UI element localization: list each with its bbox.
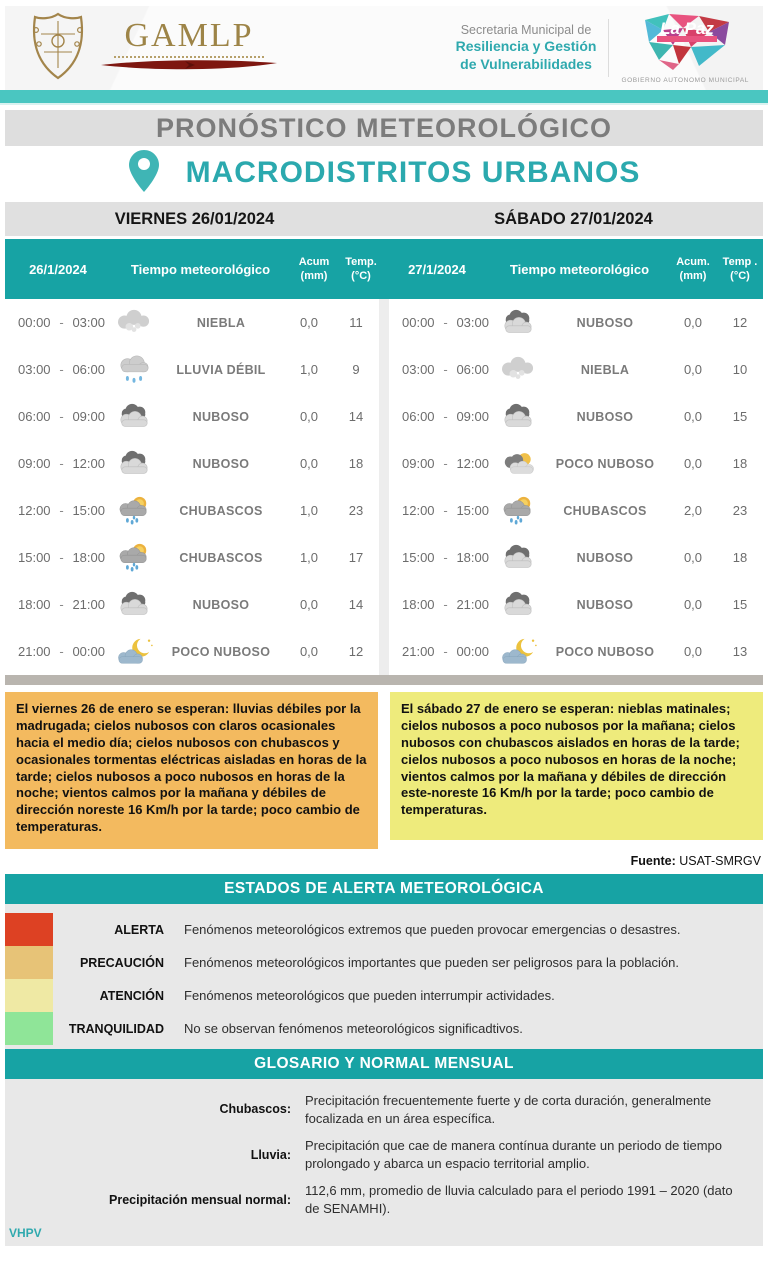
secretaria-line3: de Vulnerabilidades [460, 55, 592, 72]
temp-value: 9 [352, 362, 360, 377]
forecast-table-header [5, 239, 763, 299]
lapaz-caption: GOBIERNO AUTONOMO MUNICIPAL [621, 77, 749, 84]
condition-label: POCO NUBOSO [555, 644, 655, 659]
forecast-row [5, 628, 379, 675]
date-bands [5, 202, 763, 236]
column-acum: Acum (mm) [298, 255, 330, 282]
alert-color-swatch [5, 1012, 53, 1045]
acum-value: 0,0 [683, 550, 703, 565]
time-range: 12:00 - 15:00 [402, 503, 489, 518]
location-pin-icon [128, 149, 160, 198]
condition-label: NUBOSO [576, 409, 634, 424]
condition-label: CHUBASCOS [179, 503, 263, 518]
time-range: 06:00 - 09:00 [402, 409, 489, 424]
glossary-title: GLOSARIO Y NORMAL MENSUAL [254, 1055, 514, 1072]
cloudy-icon [495, 307, 541, 339]
alert-label: ALERTA [114, 922, 164, 937]
forecast-row [389, 299, 763, 346]
cloudy-icon [111, 448, 157, 480]
temp-value: 14 [348, 409, 364, 424]
time-range: 12:00 - 15:00 [18, 503, 105, 518]
condition-label: LLUVIA DÉBIL [176, 362, 266, 377]
subtitle-row [5, 146, 763, 200]
forecast-row [5, 440, 379, 487]
forecast-row [389, 346, 763, 393]
gamlp-ribbon-icon [99, 58, 279, 77]
forecast-row [5, 299, 379, 346]
time-range: 15:00 - 18:00 [18, 550, 105, 565]
glossary-definition: 112,6 mm, promedio de lluvia calculado para el periodo 1991 – 2020 (dato de SENAMHI). [305, 1183, 733, 1216]
partly-cloudy-day-icon [495, 448, 541, 480]
acum-value: 0,0 [299, 409, 319, 424]
page-subtitle: MACRODISTRITOS URBANOS [185, 156, 641, 189]
column-date: 27/1/2024 [408, 261, 466, 277]
forecast-row [389, 487, 763, 534]
cloudy-icon [111, 401, 157, 433]
alert-row [5, 979, 763, 1012]
forecast-row [389, 581, 763, 628]
alert-description: Fenómenos meteorológicos importantes que pueden ser peligrosos para la población. [184, 955, 680, 970]
right-brand-block [456, 12, 749, 84]
alert-row [5, 946, 763, 979]
column-temp: Temp. (°C) [345, 255, 377, 282]
gamlp-wordmark [99, 19, 279, 77]
partly-cloudy-night-icon [495, 636, 541, 668]
condition-label: POCO NUBOSO [555, 456, 655, 471]
table-center-divider [379, 299, 389, 675]
temp-value: 12 [732, 315, 748, 330]
forecast-row [389, 393, 763, 440]
temp-value: 17 [348, 550, 364, 565]
alert-row [5, 913, 763, 946]
forecast-table-saturday [389, 299, 763, 675]
glossary-term: Chubascos: [219, 1102, 291, 1117]
page-title: PRONÓSTICO METEOROLÓGICO [155, 112, 612, 143]
gamlp-logo [27, 10, 279, 87]
time-range: 09:00 - 12:00 [402, 456, 489, 471]
alert-color-swatch [5, 913, 53, 946]
forecast-row [389, 440, 763, 487]
glossary-term: Lluvia: [250, 1147, 291, 1162]
acum-value: 0,0 [299, 597, 319, 612]
time-range: 06:00 - 09:00 [18, 409, 105, 424]
brand-divider [608, 19, 609, 77]
condition-label: CHUBASCOS [563, 503, 647, 518]
forecast-tables [5, 299, 763, 675]
column-tiempo: Tiempo meteorológico [130, 261, 271, 277]
cloudy-icon [111, 589, 157, 621]
column-acum: Acum. (mm) [676, 255, 710, 282]
fog-icon [111, 307, 157, 339]
condition-label: NUBOSO [192, 456, 250, 471]
condition-label: POCO NUBOSO [171, 644, 271, 659]
svg-text:La Paz: La Paz [660, 19, 715, 38]
acum-value: 1,0 [299, 550, 319, 565]
forecast-table-friday [5, 299, 379, 675]
acum-value: 0,0 [683, 456, 703, 471]
glossary-list [5, 1079, 763, 1246]
time-range: 03:00 - 06:00 [18, 362, 105, 377]
time-range: 21:00 - 00:00 [18, 644, 105, 659]
acum-value: 2,0 [683, 503, 703, 518]
friday-summary: El viernes 26 de enero se esperan: lluvias débiles por la madrugada; cielos nubosos con claros ocasionales hacia el medio día; cielos nubosos con chubascos y ocasionales tormentas eléctricas aisladas en horas de la tarde; cielos nubosos a poco nubosos en horas de la noche; vientos calmos por la mañana y débiles de dirección noreste 16 Km/h por la tarde; poco cambio de temperaturas. [5, 692, 378, 849]
source-value: USAT-SMRGV [679, 854, 761, 868]
alert-color-swatch [5, 979, 53, 1012]
acum-value: 0,0 [299, 315, 319, 330]
gamlp-acronym: GAMLP [124, 17, 254, 54]
alert-label: TRANQUILIDAD [68, 1021, 164, 1036]
acum-value: 0,0 [683, 362, 703, 377]
temp-value: 15 [732, 409, 748, 424]
alert-label: PRECAUCIÓN [79, 955, 164, 970]
alerts-list [5, 904, 763, 1049]
temp-value: 13 [732, 644, 748, 659]
daily-summaries [5, 692, 763, 849]
showers-icon [495, 495, 541, 527]
secretaria-line2: Resiliencia y Gestión [455, 38, 597, 55]
alert-label: ATENCIÓN [99, 988, 164, 1003]
saturday-header-row [384, 239, 763, 299]
partly-cloudy-night-icon [111, 636, 157, 668]
forecast-row [5, 487, 379, 534]
temp-value: 18 [732, 456, 748, 471]
cloudy-icon [495, 589, 541, 621]
condition-label: NUBOSO [576, 597, 634, 612]
time-range: 18:00 - 21:00 [18, 597, 105, 612]
temp-value: 14 [348, 597, 364, 612]
rain-icon [111, 354, 157, 386]
table-bottom-strip [5, 675, 763, 685]
alert-description: Fenómenos meteorológicos extremos que pueden provocar emergencias o desastres. [184, 922, 681, 937]
temp-value: 23 [348, 503, 364, 518]
glossary-definition: Precipitación que cae de manera contínua durante un periodo de tiempo prolongado y abarca un espacio territorial amplio. [305, 1138, 723, 1171]
time-range: 15:00 - 18:00 [402, 550, 489, 565]
alert-color-swatch [5, 946, 53, 979]
source-line [7, 854, 761, 868]
condition-label: CHUBASCOS [179, 550, 263, 565]
friday-header-row [5, 239, 384, 299]
gamlp-crest-icon [27, 10, 89, 87]
alert-description: No se observan fenómenos meteorológicos significadtivos. [184, 1021, 523, 1036]
glossary-section-band [5, 1049, 763, 1079]
showers-icon [111, 495, 157, 527]
alert-row [5, 1012, 763, 1045]
author-initials: VHPV [9, 1226, 42, 1241]
acum-value: 0,0 [683, 409, 703, 424]
glossary-row [5, 1087, 763, 1132]
temp-value: 12 [348, 644, 364, 659]
alerts-section-band [5, 874, 763, 904]
glossary-row [5, 1177, 763, 1222]
source-label: Fuente: [630, 854, 676, 868]
condition-label: NIEBLA [196, 315, 246, 330]
saturday-date-band: SÁBADO 27/01/2024 [494, 209, 653, 228]
forecast-row [389, 534, 763, 581]
cloudy-icon [495, 401, 541, 433]
time-range: 00:00 - 03:00 [18, 315, 105, 330]
condition-label: NUBOSO [192, 409, 250, 424]
temp-value: 23 [732, 503, 748, 518]
condition-label: NUBOSO [192, 597, 250, 612]
secretaria-text [456, 23, 597, 74]
forecast-row [389, 628, 763, 675]
lapaz-mosaic-icon [637, 12, 733, 75]
friday-date-band: VIERNES 26/01/2024 [114, 209, 275, 228]
acum-value: 0,0 [299, 456, 319, 471]
column-temp: Temp . (°C) [722, 255, 758, 282]
lapaz-logo [621, 12, 749, 84]
time-range: 09:00 - 12:00 [18, 456, 105, 471]
teal-divider-bar [0, 90, 768, 105]
top-header [5, 6, 763, 90]
cloudy-icon [495, 542, 541, 574]
acum-value: 0,0 [683, 315, 703, 330]
condition-label: NUBOSO [576, 315, 634, 330]
acum-value: 0,0 [683, 597, 703, 612]
alert-description: Fenómenos meteorológicos que pueden interrumpir actividades. [184, 988, 555, 1003]
secretaria-line1: Secretaria Municipal de [460, 22, 592, 37]
temp-value: 18 [348, 456, 364, 471]
fog-icon [495, 354, 541, 386]
saturday-summary: El sábado 27 de enero se esperan: nieblas matinales; cielos nubosos a poco nubosos por la mañana; cielos nubosos con chubascos aislados en horas de la tarde; cielos nubosos a poco nubosos en horas de la noche; vientos calmos por la mañana y débiles de dirección este-noreste 16 Km/h por la tarde; poco cambio de temperaturas. [390, 692, 763, 840]
glossary-definition: Precipitación frecuentemente fuerte y de corta duración, generalmente focalizada en un área específica. [305, 1093, 712, 1126]
temp-value: 10 [732, 362, 748, 377]
acum-value: 0,0 [683, 644, 703, 659]
column-tiempo: Tiempo meteorológico [509, 261, 650, 277]
column-date: 26/1/2024 [29, 261, 87, 277]
acum-value: 1,0 [299, 362, 319, 377]
acum-value: 0,0 [299, 644, 319, 659]
temp-value: 18 [732, 550, 748, 565]
main-title-band [5, 110, 763, 146]
alerts-title: ESTADOS DE ALERTA METEOROLÓGICA [224, 880, 544, 897]
showers-icon [111, 542, 157, 574]
condition-label: NIEBLA [580, 362, 630, 377]
time-range: 18:00 - 21:00 [402, 597, 489, 612]
time-range: 21:00 - 00:00 [402, 644, 489, 659]
forecast-row [5, 346, 379, 393]
forecast-row [5, 393, 379, 440]
temp-value: 15 [732, 597, 748, 612]
acum-value: 1,0 [299, 503, 319, 518]
time-range: 00:00 - 03:00 [402, 315, 489, 330]
condition-label: NUBOSO [576, 550, 634, 565]
time-range: 03:00 - 06:00 [402, 362, 489, 377]
temp-value: 11 [349, 315, 363, 330]
glossary-term: Precipitación mensual normal: [109, 1192, 291, 1207]
forecast-row [5, 534, 379, 581]
forecast-row [5, 581, 379, 628]
glossary-row [5, 1132, 763, 1177]
